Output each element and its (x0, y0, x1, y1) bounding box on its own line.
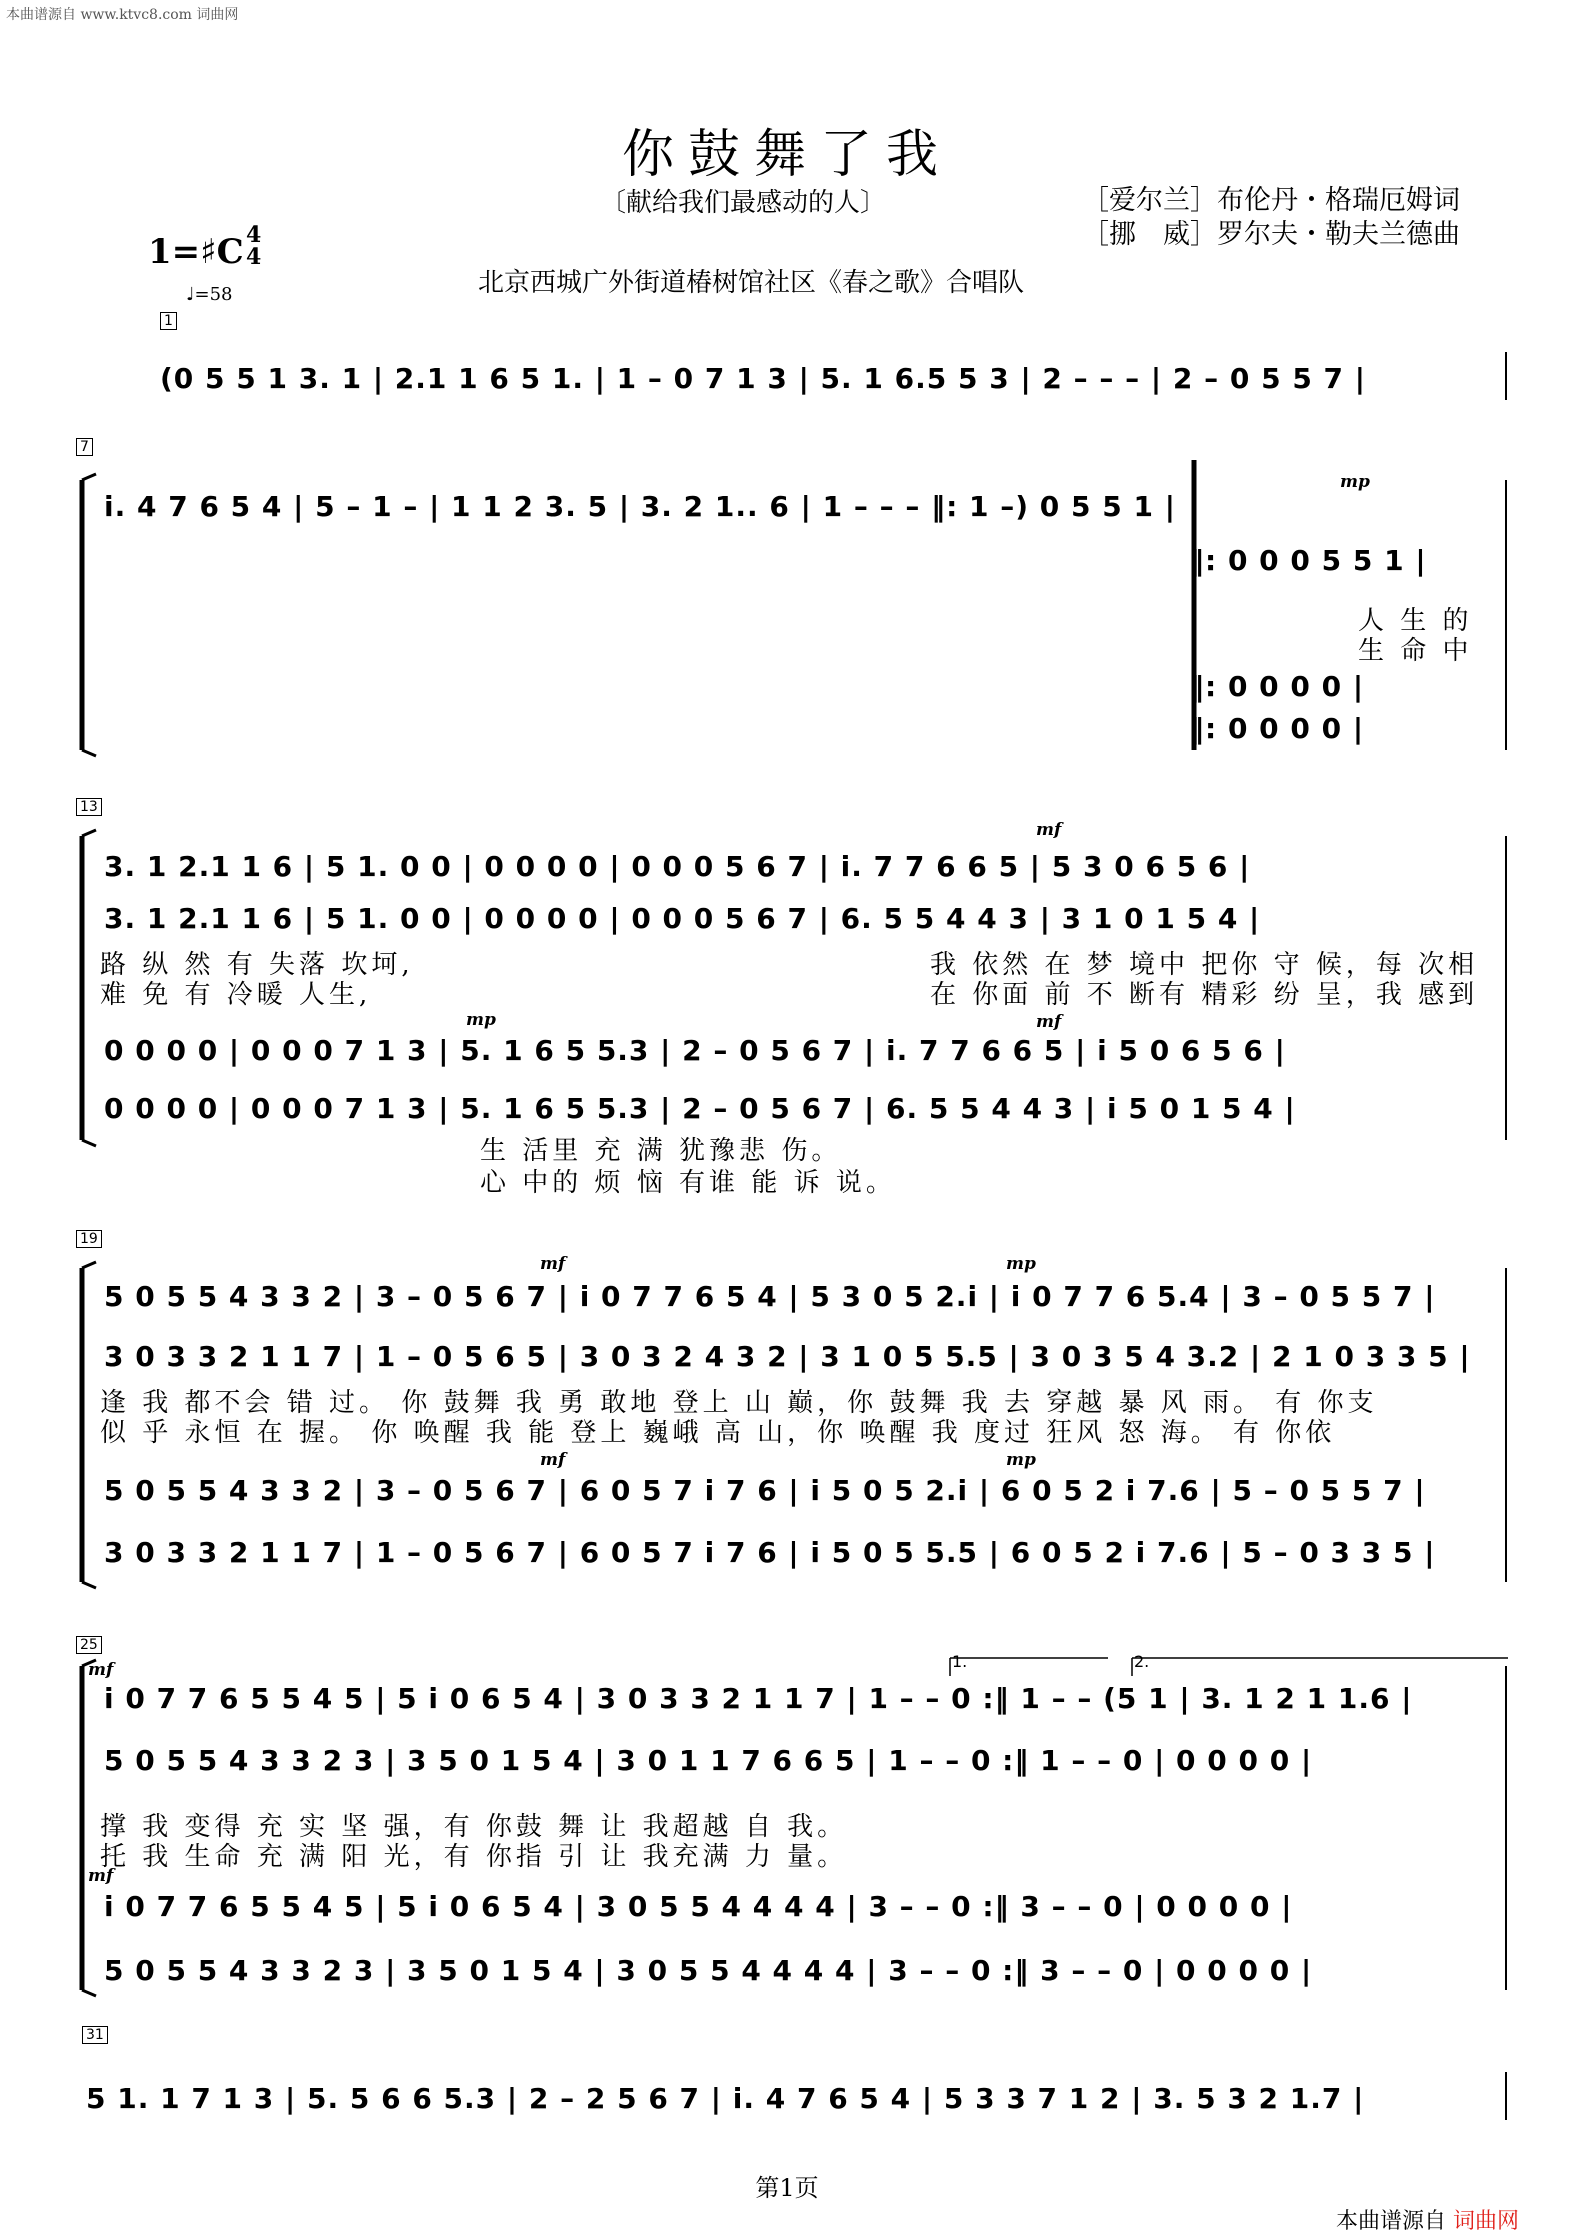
dynamic-marking: mp (1340, 472, 1370, 492)
notation-row: i 0 7 7 6 5 5 4 5 | 5 i 0 6 5 4 | 3 0 5 5 4 4 4 4 | 3 – – 0 :‖ 3 – – 0 | 0 0 0 0 | (104, 1890, 1293, 1923)
lyrics-line: 逢 我 都不会 错 过。 你 鼓舞 我 勇 敢地 登上 山 巅，你 鼓舞 我 去 穿越 暴 风 雨。 有 你支 (100, 1388, 1378, 1418)
notation-row: ‖: 0 0 0 0 | (1190, 670, 1365, 703)
notation-row: ‖: 0 0 0 5 5 1 | (1190, 544, 1427, 577)
dynamic-marking: mf (540, 1450, 566, 1470)
notation-row: 3. 1 2.1 1 6 | 5 1. 0 0 | 0 0 0 0 | 0 0 0 5 6 7 | 6. 5 5 4 4 3 | 3 1 0 1 5 4 | (104, 902, 1261, 935)
notation-row: i 0 7 7 6 5 5 4 5 | 5 i 0 6 5 4 | 3 0 3 3 2 1 1 7 | 1 – – 0 :‖ 1 – – (5 1 | 3. 1 2 1 1.6 | (104, 1682, 1413, 1715)
lyrics-line: 我 依然 在 梦 境中 把你 守 候，每 次相 (930, 950, 1479, 980)
notation-row: i. 4 7 6 5 4 | 5 – 1 – | 1 1 2 3. 5 | 3. 2 1.. 6 | 1 – – – ‖: 1 –) 0 5 5 1 | (104, 490, 1176, 523)
lyrics-line: 生 活里 充 满 犹豫悲 伤。 (480, 1136, 842, 1166)
lyrics-line: 生 命 中 (1358, 636, 1473, 666)
measure-number: 19 (76, 1230, 102, 1248)
system-bracket-hook (82, 474, 96, 480)
performer-credit: 北京西城广外街道椿树馆社区《春之歌》合唱队 (478, 268, 1025, 298)
measure-number: 7 (76, 438, 93, 456)
system-bracket-hook (82, 1140, 96, 1146)
time-signature-top: 4 (246, 222, 262, 248)
dynamic-marking: mp (1006, 1450, 1036, 1470)
notation-row: 3 0 3 3 2 1 1 7 | 1 – 0 5 6 7 | 6 0 5 7 i 7 6 | i 5 0 5 5.5 | 6 0 5 2 i 7.6 | 5 – 0 3 3 5 | (104, 1536, 1436, 1569)
lyrics-line: 在 你面 前 不 断有 精彩 纷 呈，我 感到 (930, 980, 1479, 1010)
footer-brand-name: 词曲网 (1453, 2209, 1520, 2234)
lyrics-line: 路 纵 然 有 失落 坎坷, (100, 950, 414, 980)
measure-number: 1 (160, 312, 177, 330)
lyrics-line: 人 生 的 (1358, 606, 1473, 636)
system-bracket-hook (82, 830, 96, 836)
measure-number: 25 (76, 1636, 102, 1654)
lyrics-line: 难 免 有 冷暖 人生, (100, 980, 372, 1010)
dynamic-marking: mp (1006, 1254, 1036, 1274)
system-bracket-hook (82, 750, 96, 756)
footer-prefix: 本曲谱源自 (1336, 2209, 1447, 2234)
measure-number: 13 (76, 798, 102, 816)
notation-row: (0 5 5 1 3. 1 | 2.1 1 6 5 1. | 1 – 0 7 1 3 | 5. 1 6.5 5 3 | 2 – – – | 2 – 0 5 5 7 | (160, 362, 1367, 395)
notation-row: ‖: 0 0 0 0 | (1190, 712, 1365, 745)
dedication-subtitle: 〔献给我们最感动的人〕 (600, 188, 887, 218)
notation-row: 5 0 5 5 4 3 3 2 | 3 – 0 5 6 7 | i 0 7 7 6 5 4 | 5 3 0 5 2.i | i 0 7 7 6 5.4 | 3 – 0 5 5 7 | (104, 1280, 1436, 1313)
page-number: 第1页 (755, 2174, 819, 2202)
composer-credit: ［挪 威］罗尔夫・勒夫兰德曲 (1082, 219, 1460, 250)
notation-row: 5 1. 1 7 1 3 | 5. 5 6 6 5.3 | 2 – 2 5 6 7 | i. 4 7 6 5 4 | 5 3 3 7 1 2 | 3. 5 3 2 1.7 | (86, 2082, 1365, 2115)
watermark: 本曲谱源自 www.ktvc8.com 词曲网 (6, 7, 239, 23)
notation-row: 5 0 5 5 4 3 3 2 3 | 3 5 0 1 5 4 | 3 0 1 1 7 6 6 5 | 1 – – 0 :‖ 1 – – 0 | 0 0 0 0 | (104, 1744, 1313, 1777)
dynamic-marking: mp (466, 1010, 496, 1030)
system-bracket-hook (82, 1582, 96, 1588)
dynamic-marking: mf (1036, 1012, 1062, 1032)
notation-row: 0 0 0 0 | 0 0 0 7 1 3 | 5. 1 6 5 5.3 | 2 – 0 5 6 7 | 6. 5 5 4 4 3 | i 5 0 1 5 4 | (104, 1092, 1296, 1125)
dynamic-marking: mf (88, 1866, 114, 1886)
second-ending-label: 2. (1134, 1652, 1150, 1671)
dynamic-marking: mf (1036, 820, 1062, 840)
lyrics-line: 撑 我 变得 充 实 坚 强，有 你鼓 舞 让 我超越 自 我。 (100, 1812, 848, 1842)
notation-row: 5 0 5 5 4 3 3 2 3 | 3 5 0 1 5 4 | 3 0 5 5 4 4 4 4 | 3 – – 0 :‖ 3 – – 0 | 0 0 0 0 | (104, 1954, 1313, 1987)
dynamic-marking: mf (88, 1660, 114, 1680)
measure-number: 31 (82, 2026, 108, 2044)
notation-row: 3 0 3 3 2 1 1 7 | 1 – 0 5 6 5 | 3 0 3 2 4 3 2 | 3 1 0 5 5.5 | 3 0 3 5 4 3.2 | 2 1 0 3 3 5 | (104, 1340, 1471, 1373)
time-signature-bottom: 4 (246, 244, 262, 270)
notation-row: 0 0 0 0 | 0 0 0 7 1 3 | 5. 1 6 5 5.3 | 2 – 0 5 6 7 | i. 7 7 6 6 5 | i 5 0 6 5 6 | (104, 1034, 1286, 1067)
dynamic-marking: mf (540, 1254, 566, 1274)
notation-row: 5 0 5 5 4 3 3 2 | 3 – 0 5 6 7 | 6 0 5 7 i 7 6 | i 5 0 5 2.i | 6 0 5 2 i 7.6 | 5 – 0 5 5 7 | (104, 1474, 1426, 1507)
key-signature: 1=♯C (148, 232, 244, 272)
system-bracket-hook (82, 1262, 96, 1268)
lyrics-line: 托 我 生命 充 满 阳 光，有 你指 引 让 我充满 力 量。 (100, 1842, 848, 1872)
footer-brand (1336, 2204, 1519, 2235)
notation-row: 3. 1 2.1 1 6 | 5 1. 0 0 | 0 0 0 0 | 0 0 0 5 6 7 | i. 7 7 6 6 5 | 5 3 0 6 5 6 | (104, 850, 1251, 883)
tempo-marking: ♩=58 (186, 284, 233, 305)
lyricist-credit: ［爱尔兰］布伦丹・格瑞厄姆词 (1082, 185, 1460, 216)
first-ending-label: 1. (952, 1652, 968, 1671)
system-bracket-hook (82, 1990, 96, 1996)
song-title: 你鼓舞了我 (621, 125, 952, 185)
lyrics-line: 心 中的 烦 恼 有谁 能 诉 说。 (480, 1168, 896, 1198)
lyrics-line: 似 乎 永恒 在 握。 你 唤醒 我 能 登上 巍峨 高 山，你 唤醒 我 度过 狂风 怒 海。 有 你依 (100, 1418, 1336, 1448)
